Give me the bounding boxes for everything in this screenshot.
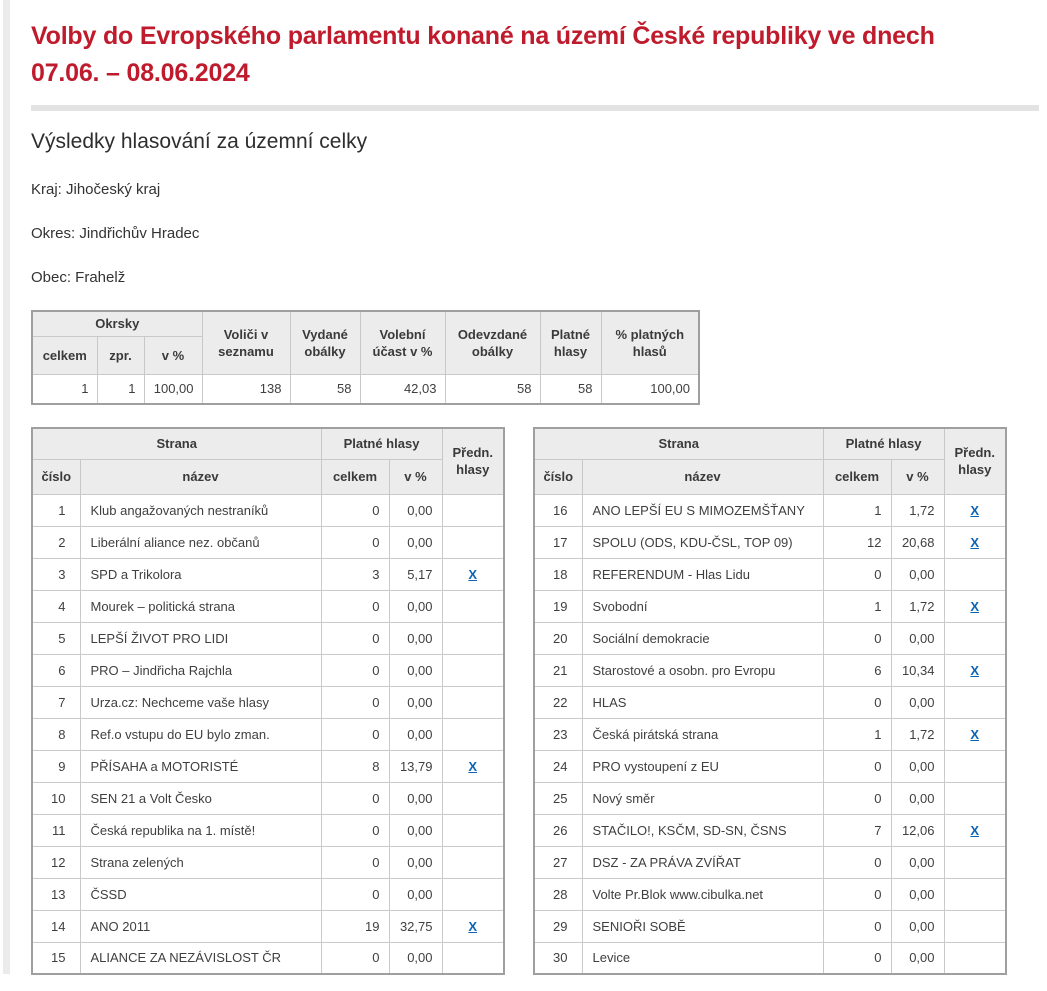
header-platne-hlasy: Platné hlasy (823, 428, 944, 459)
party-pref-cell (442, 526, 504, 558)
header-okrsky-v-pct: v % (144, 336, 202, 374)
party-number: 14 (32, 910, 80, 942)
header-cislo: číslo (534, 459, 582, 494)
party-votes-percent: 0,00 (389, 718, 442, 750)
party-number: 1 (32, 494, 80, 526)
party-number: 15 (32, 942, 80, 974)
value-volici-v-seznamu: 138 (202, 374, 290, 404)
party-name: Starostové a osobn. pro Evropu (582, 654, 823, 686)
value-volebni-ucast: 42,03 (360, 374, 445, 404)
party-votes-total: 0 (321, 782, 389, 814)
party-votes-total: 0 (823, 846, 891, 878)
party-pref-cell (944, 846, 1006, 878)
party-row (534, 622, 1006, 654)
value-okrsky-zpr: 1 (97, 374, 144, 404)
party-votes-percent: 0,00 (891, 686, 944, 718)
value-platne-hlasy: 58 (540, 374, 601, 404)
party-votes-percent: 0,00 (389, 622, 442, 654)
party-name: PRO vystoupení z EU (582, 750, 823, 782)
party-votes-percent: 0,00 (389, 494, 442, 526)
page-title (31, 18, 1039, 92)
region-label: Kraj: Jihočeský kraj (31, 181, 161, 198)
party-name: LEPŠÍ ŽIVOT PRO LIDI (80, 622, 321, 654)
page-title-line2: 07.06. – 08.06.2024 (31, 59, 250, 87)
party-pref-cell (944, 910, 1006, 942)
party-name: Česká pirátská strana (582, 718, 823, 750)
party-votes-percent: 0,00 (891, 558, 944, 590)
party-votes-total: 0 (321, 718, 389, 750)
party-pref-cell (944, 526, 1006, 558)
party-pref-cell (944, 558, 1006, 590)
municipality-label: Obec: Frahelž (31, 269, 126, 286)
party-name: SPOLU (ODS, KDU-ČSL, TOP 09) (582, 526, 823, 558)
party-row (32, 910, 504, 942)
party-number: 21 (534, 654, 582, 686)
party-votes-total: 0 (321, 686, 389, 718)
party-votes-total: 12 (823, 526, 891, 558)
party-votes-percent: 0,00 (891, 782, 944, 814)
party-pref-cell (944, 718, 1006, 750)
party-name: DSZ - ZA PRÁVA ZVÍŘAT (582, 846, 823, 878)
party-row (534, 846, 1006, 878)
party-name: Svobodní (582, 590, 823, 622)
party-pref-cell (944, 750, 1006, 782)
party-votes-total: 0 (823, 878, 891, 910)
party-number: 26 (534, 814, 582, 846)
preferential-votes-link[interactable]: X (468, 918, 478, 934)
party-name: PRO – Jindřicha Rajchla (80, 654, 321, 686)
party-pref-cell (944, 878, 1006, 910)
party-row (32, 622, 504, 654)
header-predn-hlasy: Předn. hlasy (442, 428, 504, 494)
party-row (32, 494, 504, 526)
party-pref-cell (442, 494, 504, 526)
party-votes-total: 0 (823, 686, 891, 718)
party-number: 9 (32, 750, 80, 782)
party-votes-percent: 0,00 (389, 590, 442, 622)
party-pref-cell (944, 590, 1006, 622)
party-name: STAČILO!, KSČM, SD-SN, ČSNS (582, 814, 823, 846)
header-celkem: celkem (321, 459, 389, 494)
preferential-votes-link[interactable]: X (468, 566, 478, 582)
party-row (534, 590, 1006, 622)
party-pref-cell (442, 750, 504, 782)
party-row (534, 654, 1006, 686)
party-name: Levice (582, 942, 823, 974)
party-votes-total: 1 (823, 494, 891, 526)
party-votes-total: 0 (321, 654, 389, 686)
party-votes-total: 1 (823, 718, 891, 750)
header-okrsky: Okrsky (32, 311, 202, 336)
party-tables-row (31, 427, 1039, 975)
party-row (534, 878, 1006, 910)
party-name: SPD a Trikolora (80, 558, 321, 590)
party-row (32, 750, 504, 782)
party-pref-cell (442, 782, 504, 814)
party-number: 28 (534, 878, 582, 910)
header-okrsky-celkem: celkem (32, 336, 97, 374)
header-strana: Strana (32, 428, 321, 459)
party-votes-percent: 10,34 (891, 654, 944, 686)
party-pref-cell (944, 814, 1006, 846)
party-votes-total: 0 (321, 494, 389, 526)
party-pref-cell (442, 846, 504, 878)
party-number: 16 (534, 494, 582, 526)
header-platne-hlasy: Platné hlasy (540, 311, 601, 374)
party-votes-percent: 0,00 (891, 942, 944, 974)
party-row (32, 590, 504, 622)
header-vydane-obalky: Vydané obálky (290, 311, 360, 374)
party-votes-percent: 32,75 (389, 910, 442, 942)
header-volebni-ucast: Volební účast v % (360, 311, 445, 374)
party-votes-total: 0 (321, 878, 389, 910)
value-vydane-obalky: 58 (290, 374, 360, 404)
party-number: 29 (534, 910, 582, 942)
party-number: 22 (534, 686, 582, 718)
party-row (534, 686, 1006, 718)
preferential-votes-link[interactable]: X (970, 534, 980, 550)
party-row (32, 686, 504, 718)
party-name: SEN 21 a Volt Česko (80, 782, 321, 814)
party-votes-percent: 0,00 (891, 750, 944, 782)
party-row (534, 750, 1006, 782)
party-pref-cell (442, 814, 504, 846)
party-results-table-left (31, 427, 505, 975)
header-v-pct: v % (891, 459, 944, 494)
party-votes-total: 0 (823, 622, 891, 654)
party-name: Strana zelených (80, 846, 321, 878)
party-row (534, 558, 1006, 590)
party-votes-total: 0 (823, 942, 891, 974)
party-votes-percent: 0,00 (389, 846, 442, 878)
value-okrsky-v-pct: 100,00 (144, 374, 202, 404)
party-number: 10 (32, 782, 80, 814)
party-votes-total: 1 (823, 590, 891, 622)
party-votes-percent: 1,72 (891, 494, 944, 526)
party-row (534, 494, 1006, 526)
party-row (32, 814, 504, 846)
party-votes-total: 0 (321, 526, 389, 558)
party-number: 23 (534, 718, 582, 750)
header-cislo: číslo (32, 459, 80, 494)
party-row (32, 878, 504, 910)
party-votes-total: 0 (823, 750, 891, 782)
party-name: ANO 2011 (80, 910, 321, 942)
party-pref-cell (944, 782, 1006, 814)
party-row (534, 814, 1006, 846)
party-votes-total: 0 (823, 782, 891, 814)
party-votes-percent: 12,06 (891, 814, 944, 846)
party-votes-total: 0 (823, 910, 891, 942)
header-nazev: název (582, 459, 823, 494)
party-name: Urza.cz: Nechceme vaše hlasy (80, 686, 321, 718)
party-votes-total: 0 (823, 558, 891, 590)
party-number: 2 (32, 526, 80, 558)
party-row (32, 526, 504, 558)
preferential-votes-link[interactable]: X (970, 598, 980, 614)
party-name: PŘÍSAHA a MOTORISTÉ (80, 750, 321, 782)
party-votes-percent: 0,00 (891, 846, 944, 878)
party-results-table-right (533, 427, 1007, 975)
preferential-votes-link[interactable]: X (970, 662, 980, 678)
header-nazev: název (80, 459, 321, 494)
party-votes-percent: 0,00 (389, 782, 442, 814)
party-number: 8 (32, 718, 80, 750)
party-number: 24 (534, 750, 582, 782)
party-votes-total: 0 (321, 590, 389, 622)
value-odevzdane-obalky: 58 (445, 374, 540, 404)
party-number: 30 (534, 942, 582, 974)
party-name: Ref.o vstupu do EU bylo zman. (80, 718, 321, 750)
party-row (32, 942, 504, 974)
party-row (534, 942, 1006, 974)
party-number: 7 (32, 686, 80, 718)
preferential-votes-link[interactable]: X (970, 502, 980, 518)
header-strana: Strana (534, 428, 823, 459)
party-number: 25 (534, 782, 582, 814)
horizontal-divider (31, 105, 1039, 111)
party-row (534, 782, 1006, 814)
party-pref-cell (442, 718, 504, 750)
party-votes-total: 0 (321, 622, 389, 654)
party-votes-percent: 0,00 (389, 686, 442, 718)
party-number: 3 (32, 558, 80, 590)
party-votes-total: 0 (321, 814, 389, 846)
party-number: 11 (32, 814, 80, 846)
party-name: SENIOŘI SOBĚ (582, 910, 823, 942)
party-pref-cell (442, 590, 504, 622)
party-votes-percent: 1,72 (891, 590, 944, 622)
party-number: 17 (534, 526, 582, 558)
party-votes-percent: 5,17 (389, 558, 442, 590)
party-name: Volte Pr.Blok www.cibulka.net (582, 878, 823, 910)
page-left-margin-strip (3, 0, 10, 974)
party-pref-cell (944, 654, 1006, 686)
party-pref-cell (442, 942, 504, 974)
party-name: ČSSD (80, 878, 321, 910)
preferential-votes-link[interactable]: X (970, 726, 980, 742)
party-number: 12 (32, 846, 80, 878)
party-pref-cell (944, 494, 1006, 526)
party-name: ANO LEPŠÍ EU S MIMOZEMŠŤANY (582, 494, 823, 526)
party-pref-cell (442, 622, 504, 654)
party-votes-percent: 13,79 (389, 750, 442, 782)
party-row (32, 718, 504, 750)
district-label: Okres: Jindřichův Hradec (31, 225, 200, 242)
party-name: Sociální demokracie (582, 622, 823, 654)
party-number: 19 (534, 590, 582, 622)
party-name: Liberální aliance nez. občanů (80, 526, 321, 558)
header-odevzdane-obalky: Odevzdané obálky (445, 311, 540, 374)
header-platne-hlasy: Platné hlasy (321, 428, 442, 459)
party-name: HLAS (582, 686, 823, 718)
party-pref-cell (442, 910, 504, 942)
party-row (534, 718, 1006, 750)
preferential-votes-link[interactable]: X (970, 822, 980, 838)
party-votes-percent: 0,00 (389, 942, 442, 974)
party-number: 6 (32, 654, 80, 686)
summary-data-row (32, 374, 699, 404)
party-number: 5 (32, 622, 80, 654)
header-okrsky-zpr: zpr. (97, 336, 144, 374)
party-name: Mourek – politická strana (80, 590, 321, 622)
party-pref-cell (442, 558, 504, 590)
party-votes-total: 8 (321, 750, 389, 782)
party-votes-total: 19 (321, 910, 389, 942)
value-okrsky-celkem: 1 (32, 374, 97, 404)
party-row (32, 782, 504, 814)
party-votes-percent: 0,00 (389, 878, 442, 910)
party-pref-cell (442, 654, 504, 686)
party-votes-total: 0 (321, 846, 389, 878)
party-votes-percent: 0,00 (891, 910, 944, 942)
party-pref-cell (944, 686, 1006, 718)
party-row (32, 558, 504, 590)
header-pct-platnych-hlasu: % platných hlasů (601, 311, 699, 374)
value-pct-platnych-hlasu: 100,00 (601, 374, 699, 404)
party-name: Česká republika na 1. místě! (80, 814, 321, 846)
party-number: 20 (534, 622, 582, 654)
party-name: Nový směr (582, 782, 823, 814)
header-predn-hlasy: Předn. hlasy (944, 428, 1006, 494)
party-row (32, 654, 504, 686)
party-row (534, 526, 1006, 558)
party-pref-cell (442, 686, 504, 718)
turnout-summary-table (31, 310, 700, 405)
party-votes-percent: 0,00 (891, 878, 944, 910)
party-votes-total: 7 (823, 814, 891, 846)
party-number: 18 (534, 558, 582, 590)
party-votes-percent: 1,72 (891, 718, 944, 750)
party-pref-cell (442, 878, 504, 910)
header-volici-v-seznamu: Voliči v seznamu (202, 311, 290, 374)
party-pref-cell (944, 942, 1006, 974)
party-name: ALIANCE ZA NEZÁVISLOST ČR (80, 942, 321, 974)
party-votes-percent: 0,00 (389, 814, 442, 846)
header-v-pct: v % (389, 459, 442, 494)
party-votes-total: 3 (321, 558, 389, 590)
party-number: 13 (32, 878, 80, 910)
header-celkem: celkem (823, 459, 891, 494)
party-row (32, 846, 504, 878)
party-votes-percent: 20,68 (891, 526, 944, 558)
party-row (534, 910, 1006, 942)
party-votes-percent: 0,00 (389, 654, 442, 686)
party-name: REFERENDUM - Hlas Lidu (582, 558, 823, 590)
party-votes-total: 6 (823, 654, 891, 686)
party-number: 27 (534, 846, 582, 878)
section-title: Výsledky hlasování za územní celky (31, 130, 368, 153)
party-name: Klub angažovaných nestraníků (80, 494, 321, 526)
party-pref-cell (944, 622, 1006, 654)
page-title-line1: Volby do Evropského parlamentu konané na území České republiky ve dnech (31, 22, 935, 50)
preferential-votes-link[interactable]: X (468, 758, 478, 774)
party-votes-percent: 0,00 (389, 526, 442, 558)
party-number: 4 (32, 590, 80, 622)
party-votes-total: 0 (321, 942, 389, 974)
party-votes-percent: 0,00 (891, 622, 944, 654)
